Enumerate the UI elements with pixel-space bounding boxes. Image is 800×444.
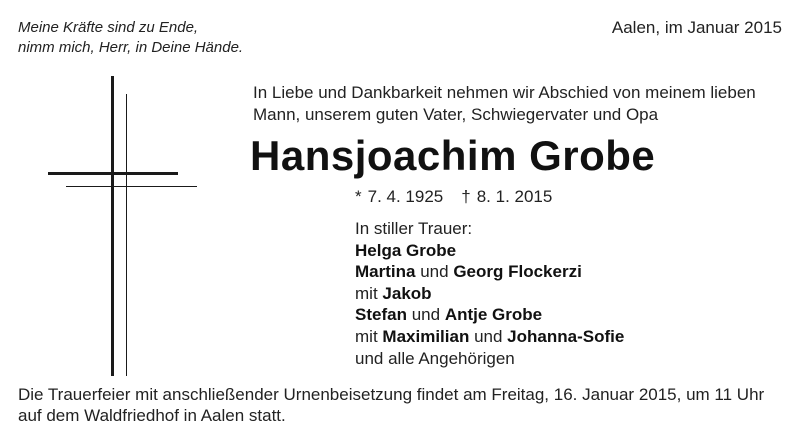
mourner-name: Martina bbox=[355, 262, 416, 282]
intro-line: In Liebe und Dankbarkeit nehmen wir Abschied von meinem lieben bbox=[253, 83, 756, 102]
funeral-line: auf dem Waldfriedhof in Aalen statt. bbox=[18, 406, 286, 425]
connector-text: mit bbox=[355, 326, 378, 346]
verse-line: nimm mich, Herr, in Deine Hände. bbox=[18, 39, 244, 56]
mourner-name: Antje Grobe bbox=[444, 305, 543, 325]
mourner-name: Stefan bbox=[355, 305, 407, 325]
death-date: 8. 1. 2015 bbox=[476, 187, 553, 206]
verse bbox=[18, 18, 243, 58]
cross-horizontal-bar bbox=[48, 172, 178, 175]
mourner-name: Johanna-Sofie bbox=[507, 326, 625, 346]
cross-horizontal-line bbox=[66, 186, 197, 187]
funeral-info bbox=[18, 384, 793, 426]
intro-text bbox=[253, 82, 793, 126]
intro-line: Mann, unserem guten Vater, Schwiegervater und Opa bbox=[253, 105, 659, 124]
mourner-line bbox=[355, 304, 624, 326]
mourner-name: Georg Flockerzi bbox=[453, 262, 582, 282]
mourner-name: Jakob bbox=[382, 283, 432, 303]
mourner-name: Maximilian bbox=[382, 326, 470, 346]
mourner-line bbox=[355, 326, 624, 348]
mourner-line bbox=[355, 283, 624, 305]
connector-text: mit bbox=[355, 283, 378, 303]
mourner-line: und alle Angehörigen bbox=[355, 348, 515, 368]
cross-vertical-line bbox=[126, 94, 127, 376]
death-symbol: † bbox=[461, 187, 471, 206]
cross-icon bbox=[48, 76, 198, 376]
birth-date: 7. 4. 1925 bbox=[367, 187, 444, 206]
connector-text: und bbox=[474, 326, 503, 346]
birth-symbol: * bbox=[355, 187, 362, 206]
deceased-name: Hansjoachim Grobe bbox=[250, 132, 656, 179]
cross-vertical-bar bbox=[111, 76, 114, 376]
mourner-line bbox=[355, 240, 624, 262]
connector-text: und bbox=[411, 305, 441, 325]
verse-line: Meine Kräfte sind zu Ende, bbox=[18, 19, 199, 36]
mourner-name: Helga Grobe bbox=[355, 240, 457, 260]
connector-text: und bbox=[420, 262, 449, 282]
mourners-list bbox=[355, 218, 624, 369]
life-dates bbox=[355, 186, 552, 208]
place-date: Aalen, im Januar 2015 bbox=[611, 18, 782, 37]
mourners-heading: In stiller Trauer: bbox=[355, 219, 473, 238]
mourner-line bbox=[355, 261, 624, 283]
funeral-line: Die Trauerfeier mit anschließender Urnenbeisetzung findet am Freitag, 16. Januar 2015, um 11 Uhr bbox=[18, 385, 765, 404]
